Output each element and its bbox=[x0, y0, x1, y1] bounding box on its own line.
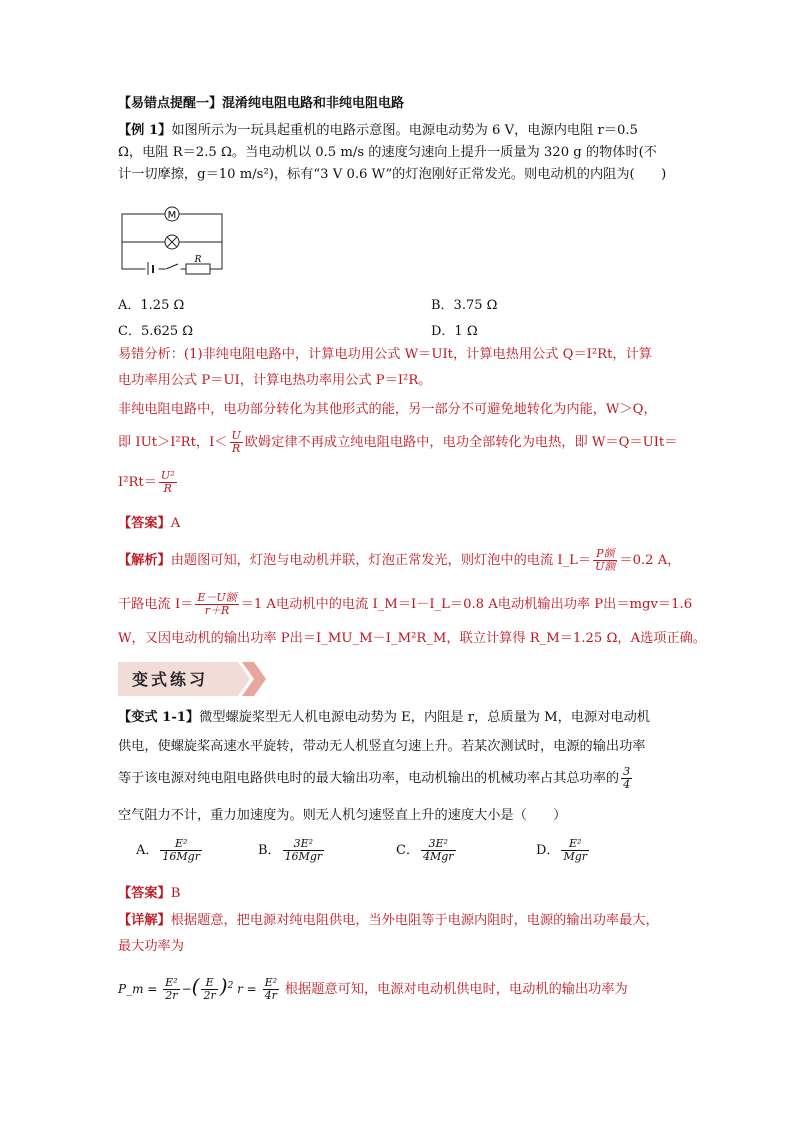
answer-1 bbox=[118, 514, 680, 534]
fraction-numerator: E bbox=[201, 977, 217, 990]
analysis-text-4a: 即 IUt＞I²Rt，I＜ bbox=[118, 435, 228, 450]
example-text-2: Ω，电阻 R＝2.5 Ω。当电动机以 0.5 m/s 的速度匀速向上提升一质量为 320 g 的物体时(不 bbox=[118, 145, 657, 160]
fraction-numerator: 3E² bbox=[283, 838, 325, 851]
detail-line-3 bbox=[118, 966, 680, 1006]
fraction-denominator: R bbox=[231, 442, 241, 455]
variant-option-d[interactable] bbox=[536, 838, 591, 863]
variant-line-4 bbox=[118, 806, 680, 826]
solution-line-1 bbox=[118, 548, 680, 578]
variant-line-2 bbox=[118, 737, 680, 757]
answer-value: A bbox=[170, 516, 181, 531]
fraction-numerator: E－U额 bbox=[197, 591, 237, 604]
detail-text-3: 根据题意可知，电源对电动机供电时，电动机的输出功率为 bbox=[284, 982, 628, 997]
resistor-label: R bbox=[194, 255, 202, 265]
fraction-numerator: E² bbox=[264, 976, 278, 989]
circuit-diagram bbox=[118, 200, 228, 275]
formula-square: 2 bbox=[227, 981, 234, 991]
example-line-1 bbox=[118, 121, 680, 141]
detail-label: 【详解】 bbox=[118, 913, 171, 928]
analysis-line-3 bbox=[118, 400, 680, 420]
example-text-3: 计一切摩擦，g＝10 m/s²)，标有“3 V 0.6 W”的灯泡刚好正常发光。则电动机的内阻为( ) bbox=[118, 167, 667, 182]
variant-option-b[interactable] bbox=[258, 838, 326, 863]
left-paren: ( bbox=[191, 974, 200, 998]
analysis-line-1 bbox=[118, 345, 680, 365]
variant-text-4: 空气阻力不计，重力加速度为。则无人机匀速竖直上升的速度大小是（ ） bbox=[118, 808, 567, 823]
variant-label: 【变式 1-1】 bbox=[118, 710, 200, 725]
variant-option-a[interactable] bbox=[136, 838, 204, 863]
option-letter: D． bbox=[536, 843, 560, 858]
option-fraction bbox=[421, 838, 456, 863]
analysis-fraction-u2-over-r bbox=[159, 470, 177, 495]
analysis-fraction-u-over-r bbox=[230, 430, 243, 455]
fraction-denominator: U额 bbox=[595, 560, 616, 573]
detail-line-2 bbox=[118, 937, 680, 957]
formula-lhs: P_m = bbox=[118, 982, 158, 996]
fraction-numerator: E² bbox=[561, 838, 589, 851]
analysis-text-5a: I²Rt＝ bbox=[118, 475, 157, 490]
answer-label: 【答案】 bbox=[118, 516, 171, 531]
fraction-denominator: 16Mgr bbox=[162, 850, 200, 863]
option-letter: B． bbox=[258, 843, 281, 858]
option-letter: C． bbox=[396, 843, 419, 858]
solution-text-3: W，又因电动机的输出功率 P出＝I_MU_M－I_M²R_M，联立计算得 R_M＝1.25 Ω，A选项正确。 bbox=[118, 631, 707, 646]
variant-option-c[interactable] bbox=[396, 838, 458, 863]
banner-text: 变式练习 bbox=[132, 670, 209, 689]
fraction-denominator: R bbox=[163, 482, 172, 495]
analysis-text-2: 电功率用公式 P＝UI，计算电热功率用公式 P＝I²R。 bbox=[118, 373, 432, 388]
right-paren: ) bbox=[219, 974, 228, 998]
variant-practice-banner bbox=[118, 662, 268, 696]
solution-label: 【解析】 bbox=[118, 553, 171, 568]
detail-text-1: 根据题意，把电源对纯电阻供电，当外电阻等于电源内阻时，电源的输出功率最大， bbox=[170, 913, 659, 928]
example-text-1: 如图所示为一玩具起重机的电路示意图。电源电动势为 6 V，电源内电阻 r＝0.5 bbox=[171, 123, 638, 138]
fraction-numerator: 3 bbox=[623, 765, 631, 778]
analysis-line-2 bbox=[118, 371, 680, 391]
example-line-3 bbox=[118, 165, 680, 185]
motor-label: M bbox=[167, 210, 177, 221]
formula-term-2 bbox=[201, 977, 217, 1002]
option-fraction bbox=[160, 838, 202, 863]
example-label: 【例 1】 bbox=[118, 123, 172, 138]
formula-minus: − bbox=[181, 982, 192, 996]
switch-gap bbox=[166, 266, 180, 272]
fraction-denominator: 2r bbox=[203, 989, 216, 1002]
variant-text-3a: 等于该电源对纯电阻电路供电时的最大输出功率，电动机输出的机械功率占其总功率的 bbox=[118, 771, 620, 786]
formula-r: r = bbox=[237, 982, 257, 996]
fraction-denominator: 4Mgr bbox=[422, 850, 454, 863]
fraction-numerator: U² bbox=[160, 469, 175, 482]
answer-label: 【答案】 bbox=[118, 886, 171, 901]
solution-line-2 bbox=[118, 591, 693, 622]
option-fraction bbox=[561, 838, 589, 863]
variant-text-1: 微型螺旋桨型无人机电源电动势为 E，内阻是 r，总质量为 M，电源对电动机 bbox=[199, 710, 650, 725]
variant-line-3 bbox=[118, 766, 680, 796]
formula-term-3 bbox=[263, 977, 279, 1002]
fraction-denominator: 4r bbox=[264, 989, 277, 1002]
fraction-denominator: 16Mgr bbox=[284, 850, 323, 863]
detail-text-2: 最大功率为 bbox=[118, 939, 184, 954]
analysis-text-3: 非纯电阻电路中，电功部分转化为其他形式的能，另一部分不可避免地转化为内能，W＞Q， bbox=[118, 402, 657, 417]
formula-term-1 bbox=[163, 977, 179, 1002]
max-power-formula bbox=[118, 974, 285, 1002]
solution-line-3 bbox=[118, 629, 707, 649]
variant-line-1 bbox=[118, 708, 680, 728]
option-c[interactable]: C．5.625 Ω bbox=[118, 324, 194, 339]
variant-fraction-three-quarters bbox=[621, 766, 632, 791]
section-title-text: 【易错点提醒一】混淆纯电阻电路和非纯电阻电路 bbox=[118, 96, 405, 111]
fraction-numerator: U bbox=[231, 429, 241, 442]
answer-2 bbox=[118, 884, 680, 904]
fraction-numerator: E² bbox=[160, 838, 202, 851]
fraction-denominator: 4 bbox=[623, 778, 631, 791]
fraction-denominator: 2r bbox=[165, 989, 178, 1002]
fraction-numerator: 3E² bbox=[421, 838, 456, 851]
fraction-denominator: r＋R bbox=[204, 604, 230, 617]
variant-text-2: 供电，使螺旋桨高速水平旋转，带动无人机竖直匀速上升。若某次测试时，电源的输出功率 bbox=[118, 739, 646, 754]
fraction-denominator: Mgr bbox=[563, 850, 588, 863]
option-a[interactable]: A．1.25 Ω bbox=[118, 298, 185, 313]
detail-line-1 bbox=[118, 911, 680, 931]
example-line-2 bbox=[118, 143, 680, 163]
option-b[interactable]: B．3.75 Ω bbox=[431, 298, 498, 313]
analysis-text-4b: 欧姆定律不再成立纯电阻电路中，电功全部转化为电热，即 W＝Q＝UIt＝ bbox=[244, 435, 678, 450]
analysis-line-5 bbox=[118, 470, 680, 500]
solution-fraction-current bbox=[195, 592, 238, 617]
analysis-text-1: 易错分析：(1)非纯电阻电路中，计算电功用公式 W＝UIt，计算电热用公式 Q＝I²Rt，计算 bbox=[118, 347, 652, 362]
analysis-line-4 bbox=[118, 430, 680, 458]
solution-fraction-p-over-u bbox=[593, 548, 617, 573]
section-title bbox=[118, 94, 680, 114]
answer-value: B bbox=[170, 886, 181, 901]
solution-text-2a: 干路电流 I＝ bbox=[118, 597, 194, 612]
option-fraction bbox=[283, 838, 325, 863]
option-letter: A． bbox=[136, 843, 159, 858]
solution-text-1a: 由题图可知，灯泡与电动机并联，灯泡正常发光，则灯泡中的电流 I_L＝ bbox=[170, 553, 592, 568]
fraction-numerator: E² bbox=[165, 976, 178, 989]
fraction-numerator: P额 bbox=[593, 548, 617, 561]
option-d[interactable]: D．1 Ω bbox=[431, 324, 478, 339]
resistor-symbol bbox=[186, 264, 210, 274]
solution-text-1b: ＝0.2 A， bbox=[619, 553, 681, 568]
solution-text-2b: ＝1 A电动机中的电流 I_M＝I－I_L＝0.8 A电动机输出功率 P出＝mgv＝1.6 bbox=[240, 597, 693, 612]
